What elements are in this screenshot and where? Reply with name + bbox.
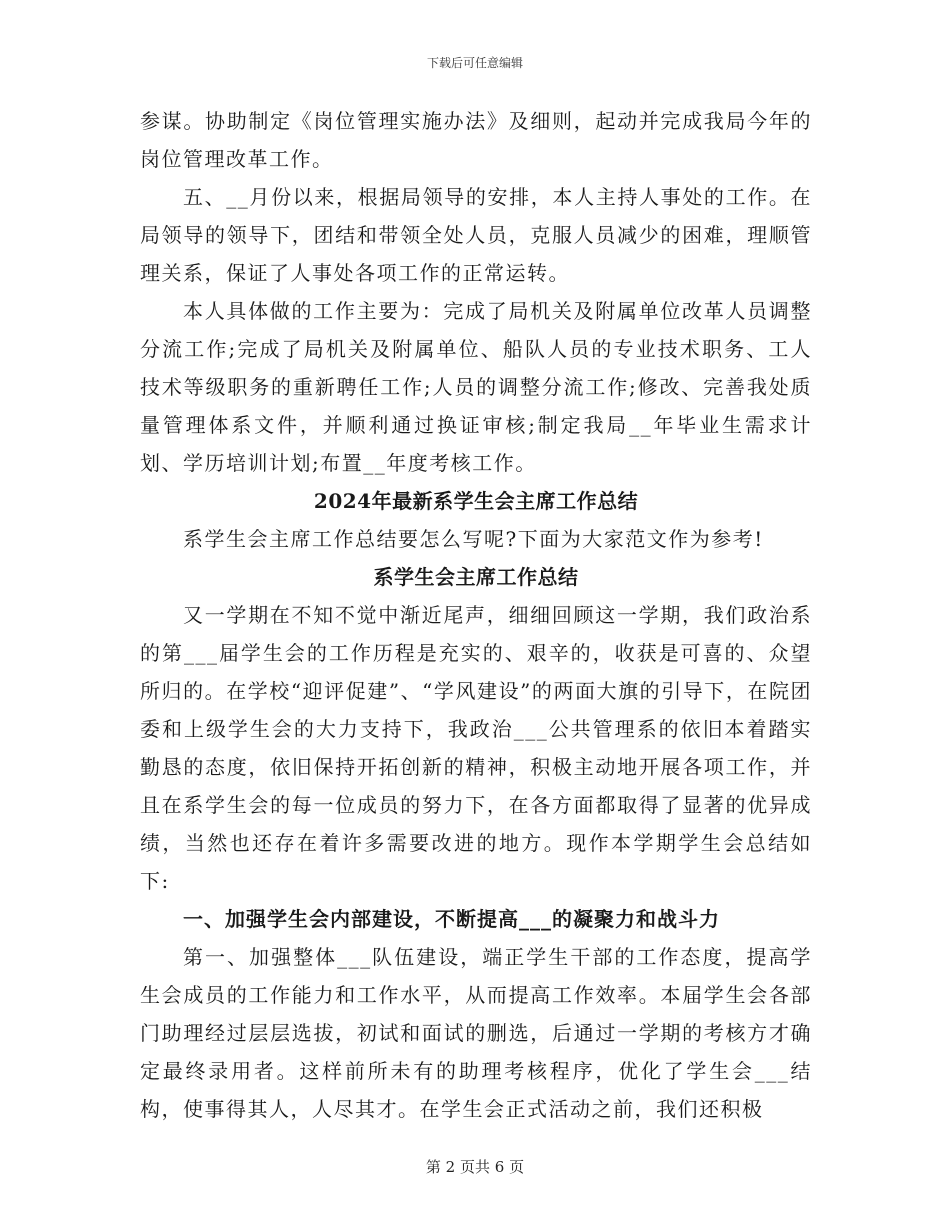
paragraph-section-five: 五、__月份以来，根据局领导的安排，本人主持人事处的工作。在局领导的领导下，团结和带领全处人员，克服人员减少的困难，理顺管理关系，保证了人事处各项工作的正常运转。: [140, 185, 812, 285]
paragraph-team-building: 第一、加强整体___队伍建设，端正学生干部的工作态度，提高学生会成员的工作能力和工作水平，从而提高工作效率。本届学生会各部门助理经过层层选拔，初试和面试的删选，后通过一学期的考核方才确定最终录用者。这样前所未有的助理考核程序，优化了学生会___结构，使事得其人，人尽其才。在学生会正式活动之前，我们还积极: [140, 945, 812, 1121]
page-header: 下载后可任意编辑: [426, 56, 523, 70]
page-footer: 第 2 页共 6 页: [425, 1158, 525, 1176]
paragraph-work-details: 本人具体做的工作主要为：完成了局机关及附属单位改革人员调整分流工作;完成了局机关及附属单位、船队人员的专业技术职务、工人技术等级职务的重新聘任工作;人员的调整分流工作;修改、完善我处质量管理体系文件，并顺利通过换证审核;制定我局__年毕业生需求计划、学历培训计划;布置__年度考核工作。: [140, 299, 812, 475]
article-intro: 系学生会主席工作总结要怎么写呢?下面为大家范文作为参考!: [183, 527, 764, 551]
document-body: [140, 102, 812, 1128]
article-title: 2024年最新系学生会主席工作总结: [313, 489, 639, 513]
paragraph-opening: 又一学期在不知不觉中渐近尾声，细细回顾这一学期，我们政治系的第___届学生会的工作历程是充实的、艰辛的，收获是可喜的、众望所归的。在学校“迎评促建”、“学风建设”的两面大旗的引导下，在院团委和上级学生会的大力支持下，我政治___公共管理系的依旧本着踏实勤恳的态度，依旧保持开拓创新的精神，积极主动地开展各项工作，并且在系学生会的每一位成员的努力下，在各方面都取得了显著的优异成绩，当然也还存在着许多需要改进的地方。现作本学期学生会总结如下:: [140, 603, 812, 893]
paragraph-continuation: 参谋。协助制定《岗位管理实施办法》及细则，起动并完成我局今年的岗位管理改革工作。: [140, 109, 812, 171]
section-heading-one: 一、加强学生会内部建设，不断提高___的凝聚力和战斗力: [183, 907, 720, 931]
article-subtitle: 系学生会主席工作总结: [373, 565, 579, 589]
